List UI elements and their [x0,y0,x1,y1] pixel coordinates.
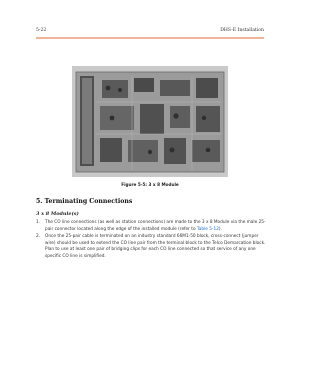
table-reference-link[interactable]: Table 5-12 [196,226,219,232]
header-rule [36,37,264,39]
list-item-text: Once the 25-pair cable is terminated on an industry standard 66M1-50 block, cross-connect (jumper wire) should be used to extend the CO line pair from the terminal block to the Telco Demarcation block. Plan to use at least one pair of bridging clips for each CO line connected so that service of any one specific CO line is simplified. [45,233,266,260]
list-item-text-end: ). [218,226,222,232]
list-item-number: 1. [36,220,41,225]
list-item [36,234,268,261]
section-subheading: 3 x 8 Module(s) [36,211,79,217]
list-item [36,220,268,234]
instruction-list [36,220,268,261]
figure-caption: Figure 5-5: 3 x 8 Module [121,182,179,187]
circuit-board-photo [72,66,228,177]
page-number: 5-22 [36,28,47,33]
list-item-number: 2. [36,233,41,239]
circuit-board-illustration [72,66,228,177]
list-item-text: The CO line connections (as well as station connections) are made to the 3 x 8 Module via the male 25-pair connector located along the edge of the installed module (refer to [45,220,266,232]
section-header-title: DHS-E Installation [220,28,264,33]
section-heading: 5. Terminating Connections [36,198,133,205]
